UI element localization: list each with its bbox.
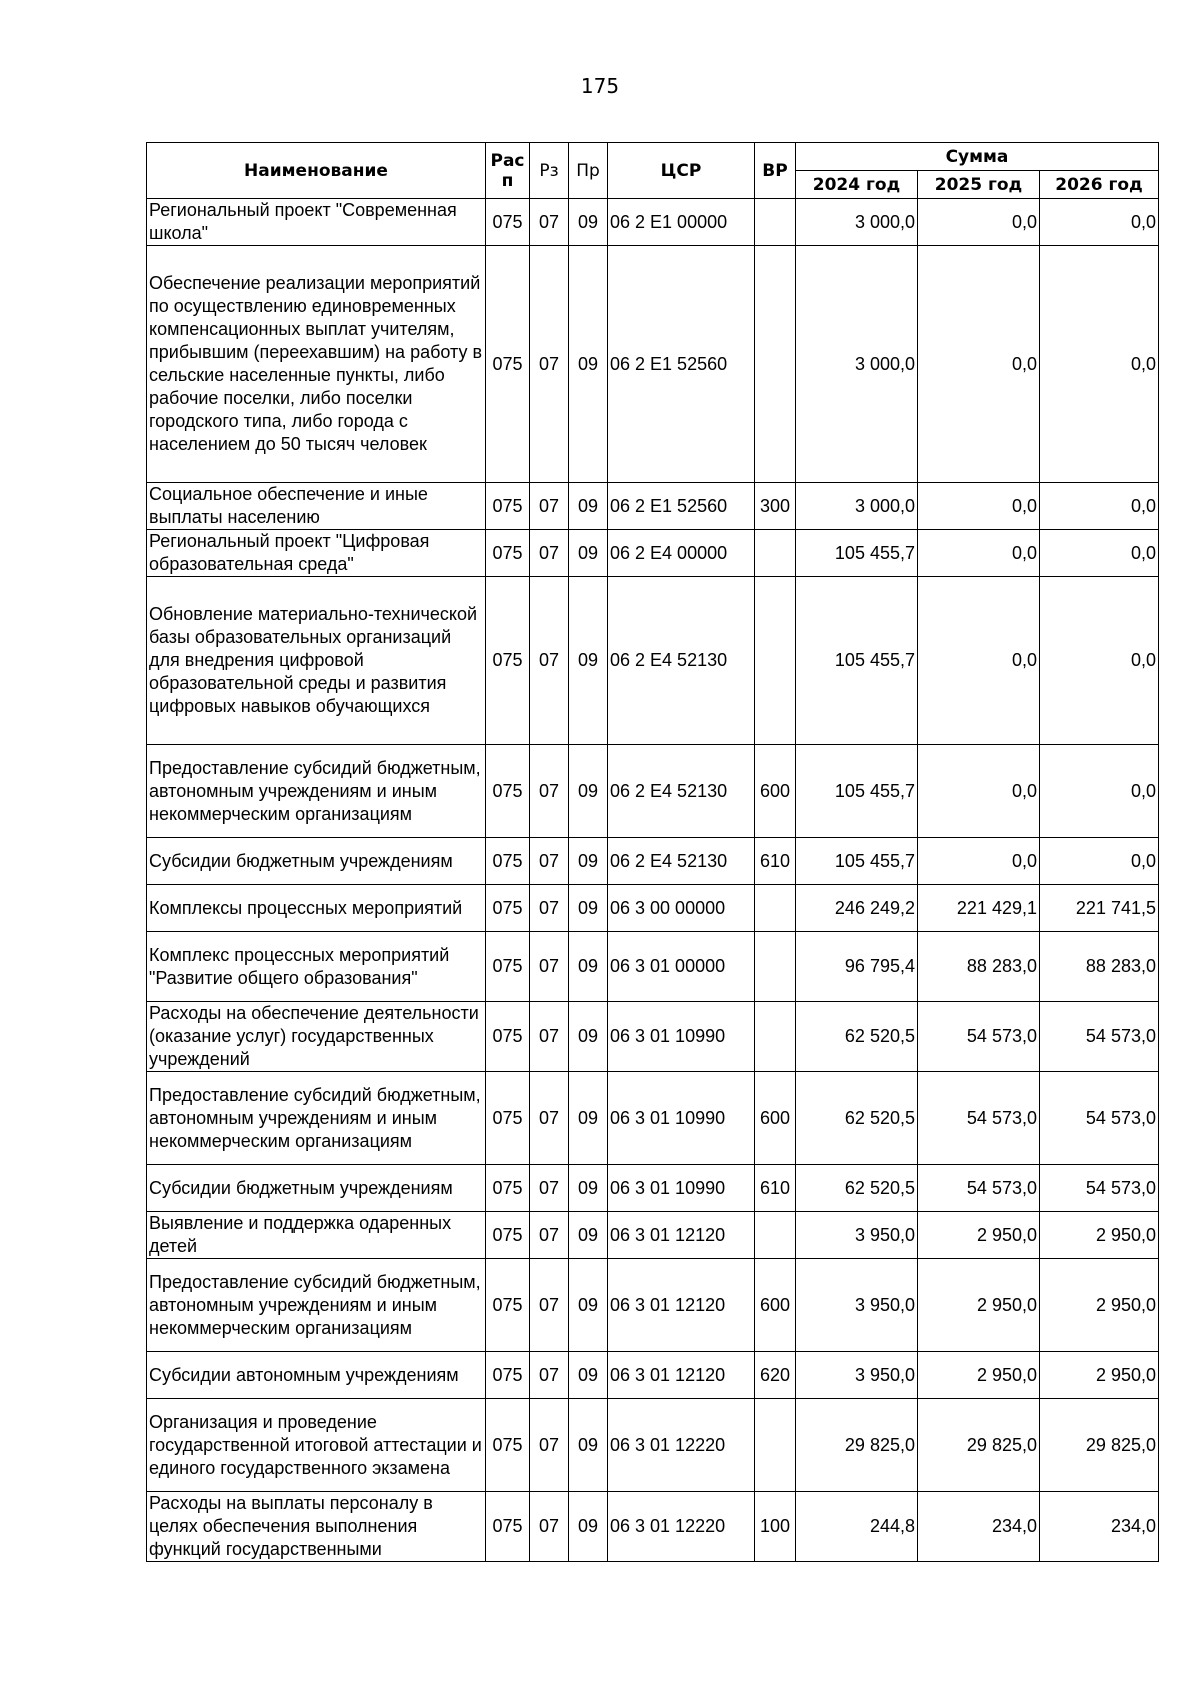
- table-row: [147, 1399, 1159, 1492]
- header-rasp: Рас п: [486, 143, 530, 199]
- cell-name: Расходы на выплаты персоналу в целях обеспечения выполнения функций государственными: [147, 1492, 486, 1562]
- cell-rz: 07: [530, 1072, 569, 1165]
- cell-pr: 09: [569, 1165, 608, 1212]
- cell-pr: 09: [569, 246, 608, 483]
- cell-vr: 600: [755, 1259, 796, 1352]
- cell-rz: 07: [530, 745, 569, 838]
- cell-sum-2024: 29 825,0: [796, 1399, 918, 1492]
- cell-pr: 09: [569, 838, 608, 885]
- cell-sum-2024: 62 520,5: [796, 1072, 918, 1165]
- header-year-2025: 2025 год: [918, 171, 1040, 199]
- table-row: [147, 745, 1159, 838]
- cell-sum-2024: 3 000,0: [796, 483, 918, 530]
- cell-sum-2026: 88 283,0: [1040, 932, 1159, 1002]
- cell-sum-2024: 3 950,0: [796, 1259, 918, 1352]
- cell-csr: 06 3 01 12220: [608, 1492, 755, 1562]
- cell-sum-2025: 0,0: [918, 577, 1040, 745]
- cell-sum-2025: 2 950,0: [918, 1212, 1040, 1259]
- cell-pr: 09: [569, 1072, 608, 1165]
- table-row: [147, 1072, 1159, 1165]
- cell-vr: [755, 577, 796, 745]
- cell-sum-2024: 62 520,5: [796, 1165, 918, 1212]
- cell-sum-2025: 54 573,0: [918, 1072, 1040, 1165]
- cell-pr: 09: [569, 745, 608, 838]
- cell-sum-2026: 54 573,0: [1040, 1072, 1159, 1165]
- cell-name: Выявление и поддержка одаренных детей: [147, 1212, 486, 1259]
- cell-pr: 09: [569, 1259, 608, 1352]
- cell-name: Региональный проект "Цифровая образовательная среда": [147, 530, 486, 577]
- cell-pr: 09: [569, 577, 608, 745]
- cell-sum-2026: 0,0: [1040, 577, 1159, 745]
- cell-csr: 06 2 E4 00000: [608, 530, 755, 577]
- table-row: [147, 1002, 1159, 1072]
- cell-pr: 09: [569, 1352, 608, 1399]
- table-row: [147, 1165, 1159, 1212]
- cell-name: Комплекс процессных мероприятий "Развитие общего образования": [147, 932, 486, 1002]
- cell-vr: [755, 932, 796, 1002]
- cell-sum-2024: 62 520,5: [796, 1002, 918, 1072]
- cell-csr: 06 3 00 00000: [608, 885, 755, 932]
- cell-rz: 07: [530, 483, 569, 530]
- cell-rasp: 075: [486, 1002, 530, 1072]
- cell-csr: 06 3 01 10990: [608, 1002, 755, 1072]
- cell-sum-2024: 3 000,0: [796, 246, 918, 483]
- cell-sum-2025: 0,0: [918, 838, 1040, 885]
- cell-pr: 09: [569, 885, 608, 932]
- cell-name: Субсидии автономным учреждениям: [147, 1352, 486, 1399]
- cell-sum-2026: 221 741,5: [1040, 885, 1159, 932]
- cell-vr: 100: [755, 1492, 796, 1562]
- cell-rasp: 075: [486, 1399, 530, 1492]
- cell-csr: 06 2 E1 52560: [608, 483, 755, 530]
- cell-csr: 06 2 E4 52130: [608, 838, 755, 885]
- cell-rz: 07: [530, 1352, 569, 1399]
- header-row-top: [147, 143, 1159, 171]
- cell-sum-2026: 54 573,0: [1040, 1165, 1159, 1212]
- cell-sum-2025: 2 950,0: [918, 1259, 1040, 1352]
- cell-sum-2025: 0,0: [918, 483, 1040, 530]
- cell-rasp: 075: [486, 1259, 530, 1352]
- cell-rz: 07: [530, 932, 569, 1002]
- cell-name: Предоставление субсидий бюджетным, автономным учреждениям и иным некоммерческим организациям: [147, 1072, 486, 1165]
- cell-name: Предоставление субсидий бюджетным, автономным учреждениям и иным некоммерческим организациям: [147, 745, 486, 838]
- page-number: 175: [580, 74, 620, 98]
- cell-rasp: 075: [486, 1492, 530, 1562]
- cell-pr: 09: [569, 1399, 608, 1492]
- cell-sum-2025: 221 429,1: [918, 885, 1040, 932]
- cell-rasp: 075: [486, 838, 530, 885]
- table-row: [147, 1259, 1159, 1352]
- cell-rasp: 075: [486, 1165, 530, 1212]
- cell-vr: 600: [755, 1072, 796, 1165]
- cell-vr: 620: [755, 1352, 796, 1399]
- cell-rz: 07: [530, 1212, 569, 1259]
- cell-rz: 07: [530, 577, 569, 745]
- cell-sum-2025: 29 825,0: [918, 1399, 1040, 1492]
- cell-sum-2026: 234,0: [1040, 1492, 1159, 1562]
- cell-name: Предоставление субсидий бюджетным, автономным учреждениям и иным некоммерческим организациям: [147, 1259, 486, 1352]
- cell-sum-2026: 0,0: [1040, 745, 1159, 838]
- cell-rz: 07: [530, 1165, 569, 1212]
- cell-sum-2025: 0,0: [918, 246, 1040, 483]
- cell-name: Организация и проведение государственной итоговой аттестации и единого государственного экзамена: [147, 1399, 486, 1492]
- cell-rasp: 075: [486, 885, 530, 932]
- cell-csr: 06 2 E4 52130: [608, 745, 755, 838]
- header-sum: Сумма: [796, 143, 1159, 171]
- cell-sum-2024: 96 795,4: [796, 932, 918, 1002]
- cell-rz: 07: [530, 1259, 569, 1352]
- cell-sum-2026: 0,0: [1040, 246, 1159, 483]
- table-row: [147, 1212, 1159, 1259]
- cell-rz: 07: [530, 885, 569, 932]
- table-row: [147, 530, 1159, 577]
- table-row: [147, 838, 1159, 885]
- cell-sum-2025: 0,0: [918, 745, 1040, 838]
- table-row: [147, 1492, 1159, 1562]
- cell-sum-2026: 2 950,0: [1040, 1352, 1159, 1399]
- cell-rasp: 075: [486, 1072, 530, 1165]
- cell-sum-2026: 2 950,0: [1040, 1212, 1159, 1259]
- cell-csr: 06 3 01 12120: [608, 1212, 755, 1259]
- cell-rasp: 075: [486, 1212, 530, 1259]
- cell-rz: 07: [530, 246, 569, 483]
- cell-sum-2025: 2 950,0: [918, 1352, 1040, 1399]
- cell-csr: 06 3 01 12220: [608, 1399, 755, 1492]
- cell-csr: 06 2 E4 52130: [608, 577, 755, 745]
- cell-rasp: 075: [486, 745, 530, 838]
- cell-sum-2024: 105 455,7: [796, 745, 918, 838]
- table-row: [147, 1352, 1159, 1399]
- header-year-2024: 2024 год: [796, 171, 918, 199]
- cell-rasp: 075: [486, 483, 530, 530]
- table-row: [147, 885, 1159, 932]
- cell-csr: 06 2 E1 00000: [608, 199, 755, 246]
- cell-name: Субсидии бюджетным учреждениям: [147, 1165, 486, 1212]
- cell-sum-2024: 244,8: [796, 1492, 918, 1562]
- table-row: [147, 577, 1159, 745]
- header-vr: ВР: [755, 143, 796, 199]
- cell-rz: 07: [530, 199, 569, 246]
- cell-rasp: 075: [486, 1352, 530, 1399]
- cell-pr: 09: [569, 483, 608, 530]
- cell-csr: 06 3 01 12120: [608, 1352, 755, 1399]
- cell-vr: [755, 199, 796, 246]
- cell-vr: [755, 1399, 796, 1492]
- cell-sum-2026: 54 573,0: [1040, 1002, 1159, 1072]
- cell-sum-2024: 105 455,7: [796, 838, 918, 885]
- cell-rz: 07: [530, 1002, 569, 1072]
- cell-vr: 600: [755, 745, 796, 838]
- cell-rasp: 075: [486, 577, 530, 745]
- cell-rasp: 075: [486, 932, 530, 1002]
- cell-sum-2024: 3 000,0: [796, 199, 918, 246]
- cell-name: Субсидии бюджетным учреждениям: [147, 838, 486, 885]
- cell-sum-2026: 29 825,0: [1040, 1399, 1159, 1492]
- table-row: [147, 199, 1159, 246]
- cell-pr: 09: [569, 1492, 608, 1562]
- cell-rasp: 075: [486, 199, 530, 246]
- cell-vr: 300: [755, 483, 796, 530]
- cell-name: Расходы на обеспечение деятельности (оказание услуг) государственных учреждений: [147, 1002, 486, 1072]
- cell-csr: 06 2 E1 52560: [608, 246, 755, 483]
- cell-sum-2025: 54 573,0: [918, 1165, 1040, 1212]
- cell-vr: [755, 246, 796, 483]
- cell-sum-2025: 234,0: [918, 1492, 1040, 1562]
- cell-rz: 07: [530, 530, 569, 577]
- cell-vr: [755, 1212, 796, 1259]
- cell-sum-2026: 0,0: [1040, 838, 1159, 885]
- header-name: Наименование: [147, 143, 486, 199]
- cell-vr: 610: [755, 1165, 796, 1212]
- header-pr: Пр: [569, 143, 608, 199]
- cell-sum-2024: 3 950,0: [796, 1212, 918, 1259]
- cell-sum-2026: 0,0: [1040, 199, 1159, 246]
- table-row: [147, 932, 1159, 1002]
- cell-vr: [755, 1002, 796, 1072]
- cell-vr: 610: [755, 838, 796, 885]
- header-year-2026: 2026 год: [1040, 171, 1159, 199]
- cell-sum-2026: 2 950,0: [1040, 1259, 1159, 1352]
- table-row: [147, 483, 1159, 530]
- cell-name: Обновление материально-технической базы образовательных организаций для внедрения цифровой образовательной среды и развития цифровых навыков обучающихся: [147, 577, 486, 745]
- header-csr: ЦСР: [608, 143, 755, 199]
- cell-sum-2026: 0,0: [1040, 483, 1159, 530]
- cell-vr: [755, 885, 796, 932]
- cell-pr: 09: [569, 199, 608, 246]
- cell-csr: 06 3 01 10990: [608, 1072, 755, 1165]
- cell-name: Региональный проект "Современная школа": [147, 199, 486, 246]
- cell-name: Социальное обеспечение и иные выплаты населению: [147, 483, 486, 530]
- cell-sum-2025: 88 283,0: [918, 932, 1040, 1002]
- cell-rz: 07: [530, 838, 569, 885]
- header-rz: Рз: [530, 143, 569, 199]
- cell-csr: 06 3 01 00000: [608, 932, 755, 1002]
- cell-name: Комплексы процессных мероприятий: [147, 885, 486, 932]
- table-body: [147, 199, 1159, 1562]
- table-row: [147, 246, 1159, 483]
- cell-pr: 09: [569, 1212, 608, 1259]
- cell-rz: 07: [530, 1492, 569, 1562]
- cell-csr: 06 3 01 10990: [608, 1165, 755, 1212]
- cell-pr: 09: [569, 932, 608, 1002]
- cell-sum-2025: 54 573,0: [918, 1002, 1040, 1072]
- cell-sum-2024: 105 455,7: [796, 577, 918, 745]
- cell-sum-2024: 105 455,7: [796, 530, 918, 577]
- cell-rasp: 075: [486, 246, 530, 483]
- cell-sum-2025: 0,0: [918, 530, 1040, 577]
- cell-sum-2024: 246 249,2: [796, 885, 918, 932]
- cell-rasp: 075: [486, 530, 530, 577]
- cell-pr: 09: [569, 1002, 608, 1072]
- cell-sum-2024: 3 950,0: [796, 1352, 918, 1399]
- cell-csr: 06 3 01 12120: [608, 1259, 755, 1352]
- cell-sum-2025: 0,0: [918, 199, 1040, 246]
- cell-vr: [755, 530, 796, 577]
- cell-rz: 07: [530, 1399, 569, 1492]
- cell-sum-2026: 0,0: [1040, 530, 1159, 577]
- cell-name: Обеспечение реализации мероприятий по осуществлению единовременных компенсационных выплат учителям, прибывшим (переехавшим) на работу в сельские населенные пункты, либо рабочие поселки, либо поселки городского типа, либо города с населением до 50 тысяч человек: [147, 246, 486, 483]
- budget-table: [146, 142, 1159, 1562]
- cell-pr: 09: [569, 530, 608, 577]
